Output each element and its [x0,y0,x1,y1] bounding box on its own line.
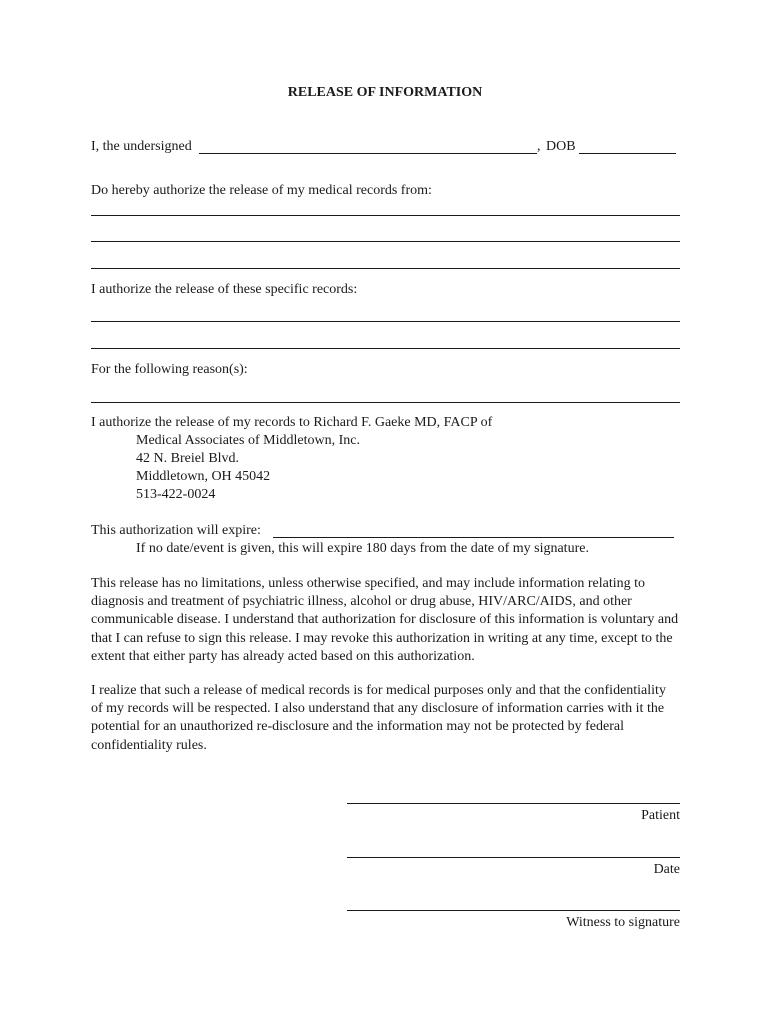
dob-label: DOB [546,139,576,154]
date-signature-line[interactable] [347,857,680,858]
reasons-label: For the following reason(s): [91,362,248,377]
specific-records-label: I authorize the release of these specific records: [91,282,358,297]
expiration-field[interactable] [273,537,674,538]
records-from-field-1[interactable] [91,215,680,216]
recipient-phone: 513-422-0024 [136,487,216,502]
records-from-field-2[interactable] [91,241,680,242]
expiration-label: This authorization will expire: [91,523,261,538]
recipient-city: Middletown, OH 45042 [136,469,271,484]
authorize-from-label: Do hereby authorize the release of my medical records from: [91,183,432,198]
recipient-org: Medical Associates of Middletown, Inc. [136,433,360,448]
recipient-intro: I authorize the release of my records to Richard F. Gaeke MD, FACP of [91,415,493,430]
reasons-field[interactable] [91,402,680,403]
dob-field[interactable] [579,153,676,154]
recipient-street: 42 N. Breiel Blvd. [136,451,240,466]
expiration-note: If no date/event is given, this will expire 180 days from the date of my signature. [136,541,589,556]
patient-signature-label: Patient [641,808,680,823]
witness-signature-label: Witness to signature [566,915,680,930]
undersigned-comma: , [537,139,541,154]
patient-signature-line[interactable] [347,803,680,804]
date-signature-label: Date [653,862,680,877]
limitations-paragraph: This release has no limitations, unless otherwise specified, and may include information relating to diagnosis and treatment of psychiatric illness, alcohol or drug abuse, HIV/ARC/AIDS, and other communicable disease. I understand that authorization for disclosure of this information is voluntary and that I can refuse to sign this release. I may revoke this authorization in writing at any time, except to the extent that either party has already acted based on this authorization. [91,576,679,664]
confidentiality-paragraph: I realize that such a release of medical records is for medical purposes only and that the confidentiality of my records will be respected. I also understand that any disclosure of information carries with it the potential for an unauthorized re-disclosure and the information may not be protected by federal confidentiality rules. [91,683,666,753]
undersigned-label: I, the undersigned [91,139,192,154]
witness-signature-line[interactable] [347,910,680,911]
document-title: RELEASE OF INFORMATION [287,85,483,100]
records-from-field-3[interactable] [91,268,680,269]
specific-records-field-1[interactable] [91,321,680,322]
undersigned-name-field[interactable] [199,153,537,154]
specific-records-field-2[interactable] [91,348,680,349]
